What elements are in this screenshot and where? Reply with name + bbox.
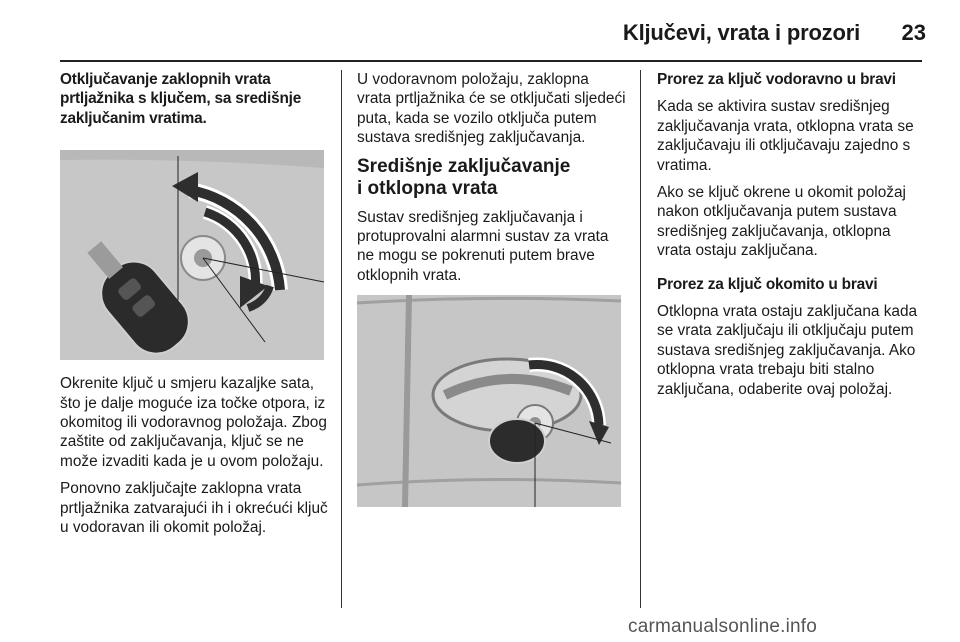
column-2 [357, 70, 627, 507]
column-3 [657, 70, 927, 407]
paragraph: Otklopna vrata ostaju zaključana kada se vrata zaključaju ili otključaju putem sustava središnjeg zaključavanja. Ako otklopna vrata trebaju biti stalno zaključana, odaberite ovaj položaj. [657, 303, 918, 398]
paragraph: Sustav središnjeg zaključavanja i protuprovalni alarmni sustav za vrata ne mogu se pokrenuti putem brave otklopnih vrata. [357, 208, 609, 284]
watermark: carmanualsonline.info [628, 616, 818, 637]
tailgate-key-subheading: Otključavanje zaklopnih vrata prtljažnika s ključem, sa središnje zaključanim vratima. [60, 71, 302, 127]
subheading-vertical: Prorez za ključ okomito u bravi [657, 275, 878, 293]
column-1 [60, 70, 328, 545]
paragraph: U vodoravnom položaju, zaklopna vrata prtljažnika će se otključati sljedeći puta, kada se vozilo otključa putem sustava središnjeg zaključavanja. [357, 71, 626, 147]
section-heading: Središnje zaključavanje i otklopna vrata [357, 155, 571, 199]
column-divider [341, 70, 342, 608]
header-rule [60, 60, 922, 62]
column-divider [640, 70, 641, 608]
tailgate-key-illustration [60, 150, 324, 360]
paragraph: Ako se ključ okrene u okomit položaj nakon otključavanja putem sustava središnjeg zaključavanja, otklopna vrata ostaju zaključana. [657, 184, 906, 260]
side-door-lock-illustration [357, 295, 621, 507]
page-title: Ključevi, vrata i prozori [622, 20, 860, 45]
paragraph: Ponovno zaključajte zaklopna vrata prtljažnika zatvarajući ih i okrećući ključ u vodoravan ili okomit položaj. [60, 480, 328, 537]
paragraph: Okrenite ključ u smjeru kazaljke sata, što je dalje moguće iza točke otpora, iz okomitog ili vodoravnog položaja. Zbog zaštite od zaključavanja, ključ se ne može izvaditi kada je u ovom položaju. [60, 375, 327, 470]
paragraph: Kada se aktivira sustav središnjeg zaključavanja vrata, otklopna vrata se zaključavaju ili otključavaju zajedno s vratima. [657, 98, 914, 174]
subheading-horizontal: Prorez za ključ vodoravno u bravi [657, 71, 896, 88]
page-number: 23 [901, 20, 926, 45]
